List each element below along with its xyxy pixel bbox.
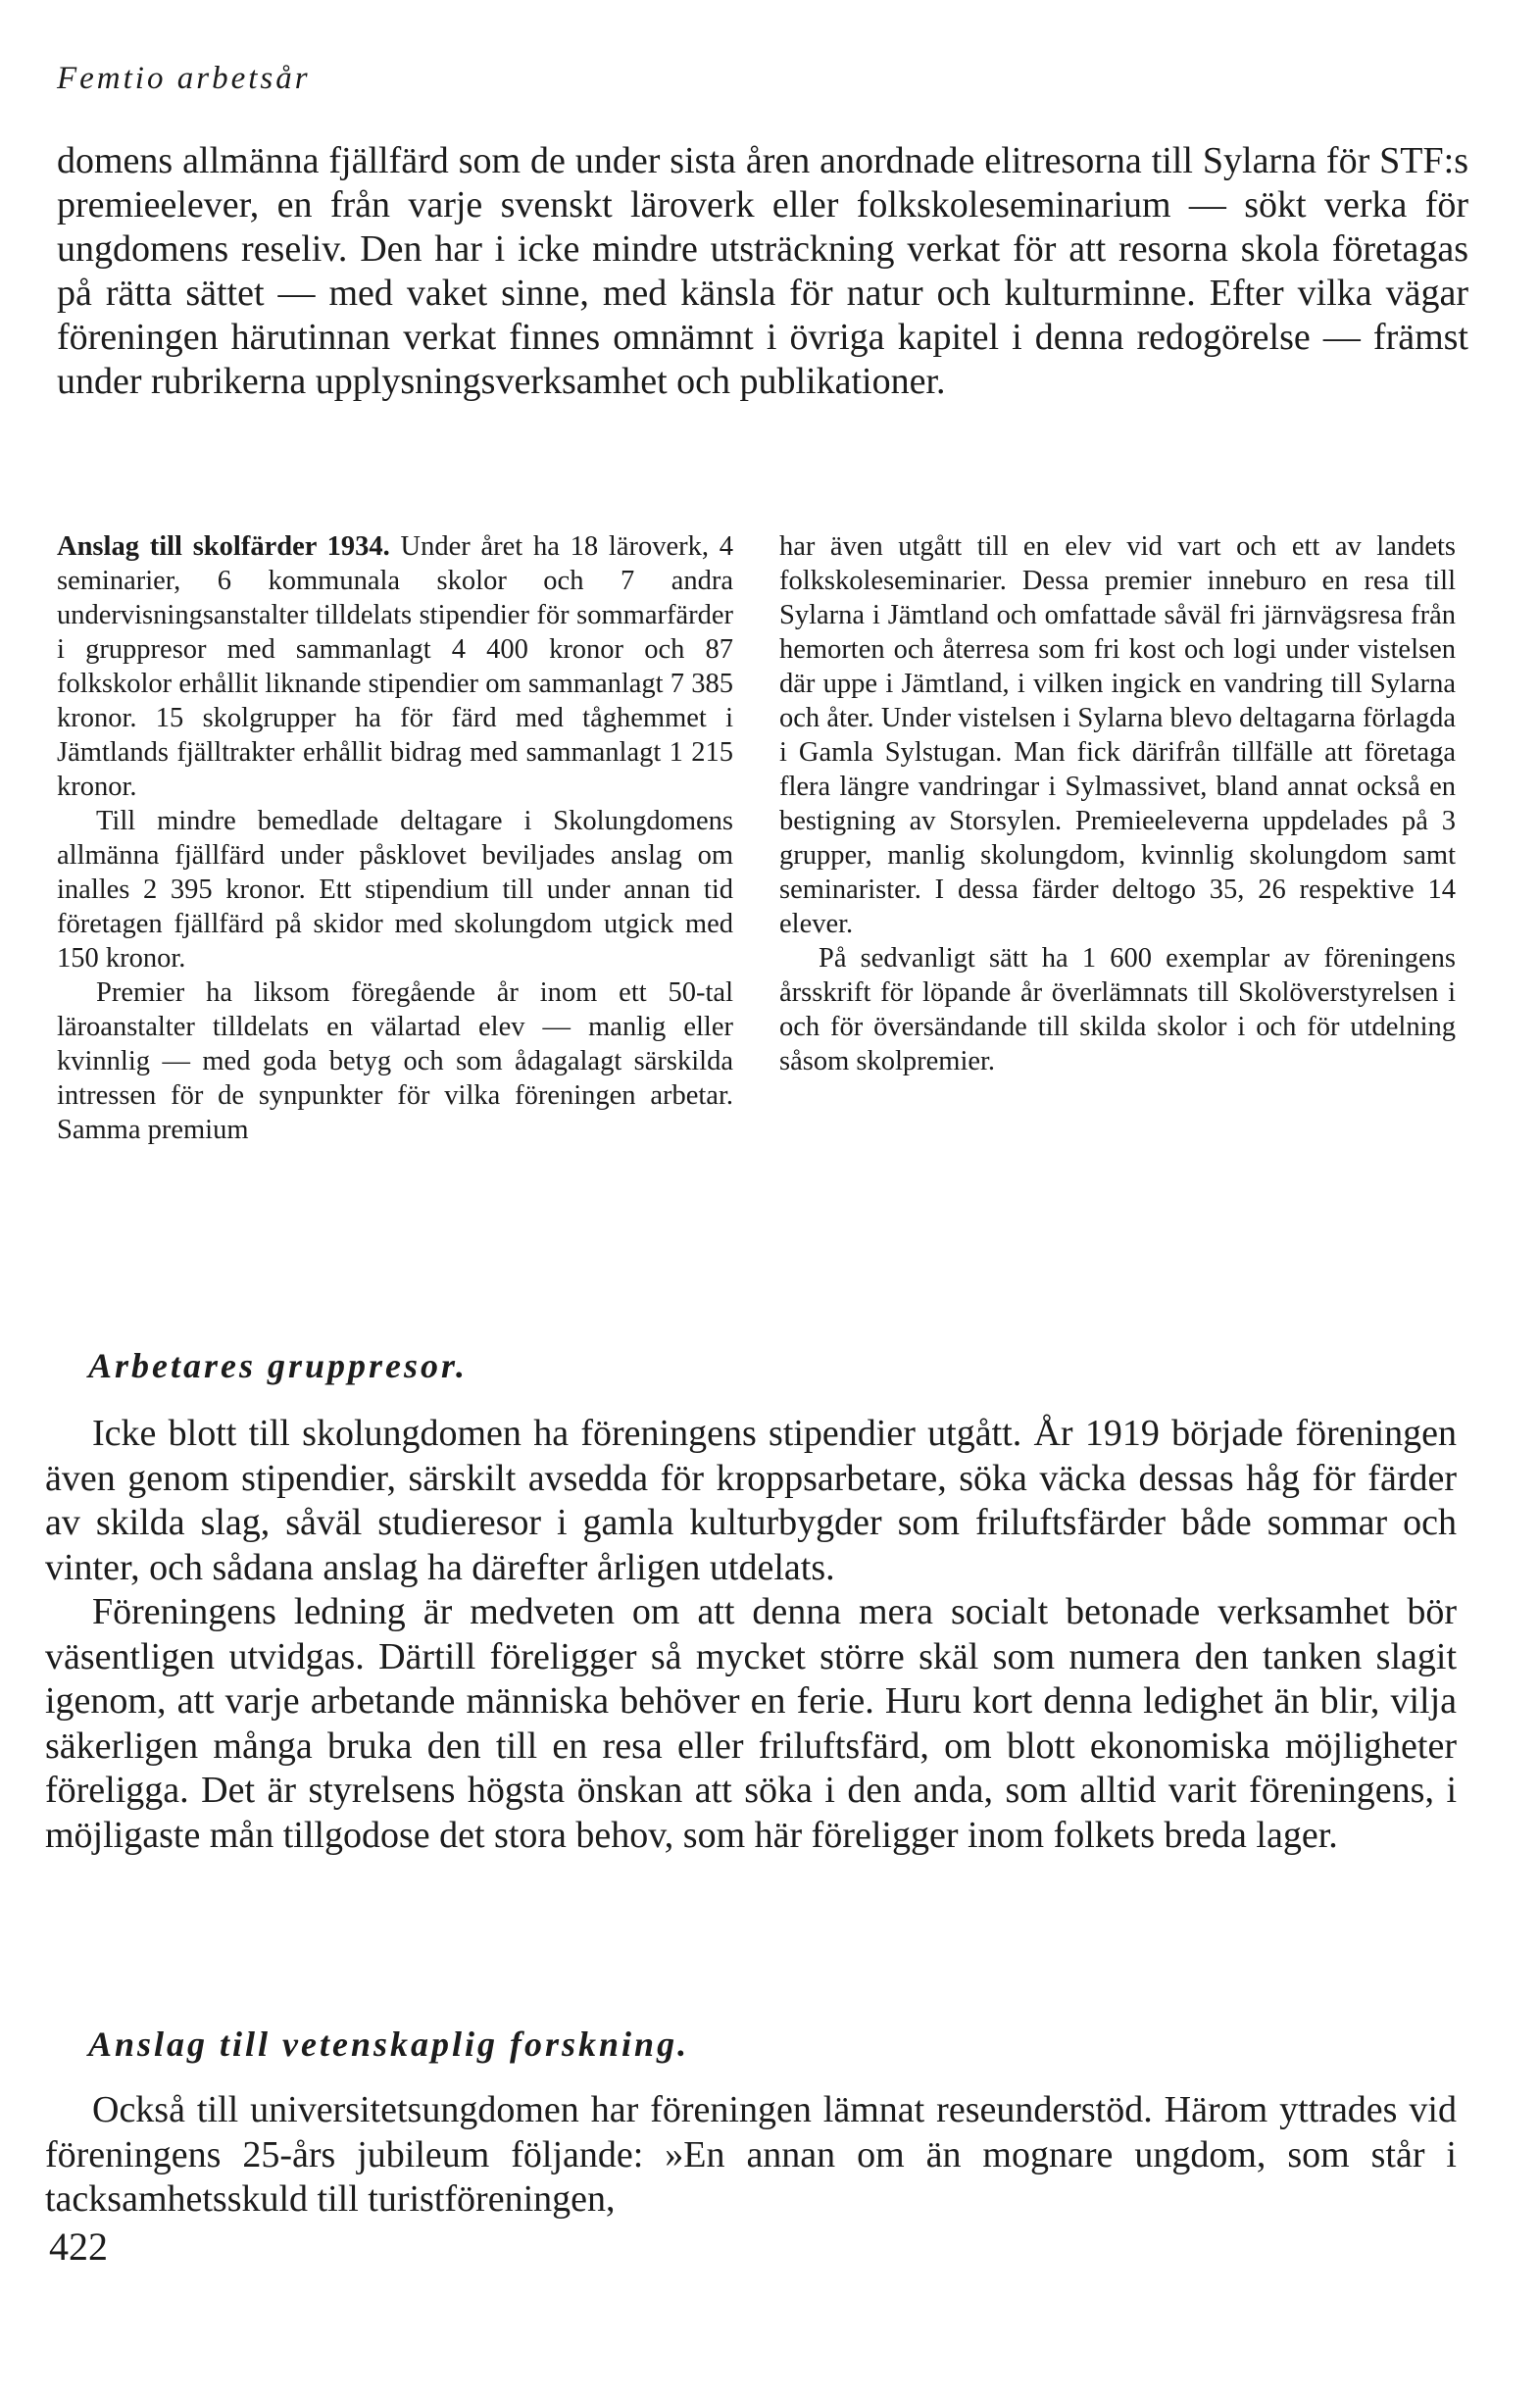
intro-paragraph: domens allmänna fjällfärd som de under sista åren anordnade elitresorna till Sylarna för STF:s premieelever, en från varje svenskt läroverk eller folkskoleseminarium — sökt verka för ungdomens reseliv. Den har i icke mindre utsträckning verkat för att resorna skola företagas på rätta sättet — med vaket sinne, med känsla för natur och kulturminne. Efter vilka vägar föreningen härutinnan verkat finnes omnämnt i övriga kapitel i denna redogörelse — främst under rubrikerna upplysningsverksamhet och publikationer. xyxy=(57,140,1468,402)
left-paragraph-1 xyxy=(57,529,733,804)
section-workers-body xyxy=(45,1412,1457,1858)
section-research-body xyxy=(45,2088,1457,2223)
page-number: 422 xyxy=(49,2224,108,2269)
section-title-research: Anslag till vetenskaplig forskning. xyxy=(88,2024,690,2064)
workers-paragraph-2: Föreningens ledning är medveten om att denna mera socialt betonade verksamhet bör väsentligen utvidgas. Därtill föreligger så mycket större skäl som numera den tanken slagit igenom, att varje arbetande människa behöver en ferie. Huru kort denna ledighet än blir, vilja säkerligen många bruka den till en resa eller friluftsfärd, om blott ekonomiska möjligheter föreligga. Det är styrelsens högsta önskan att söka i den anda, som alltid varit föreningens, i möjligaste mån tillgodose det stora behov, som här föreligger inom folkets breda lager. xyxy=(45,1591,1457,1856)
running-title: Femtio arbetsår xyxy=(57,61,311,96)
research-paragraph-1: Också till universitetsungdomen har föreningen lämnat reseunderstöd. Härom yttrades vid föreningens 25-års jubileum följande: »En annan om än mognare ungdom, som står i tacksamhetsskuld till turistföreningen, xyxy=(45,2089,1457,2220)
left-paragraph-3: Premier ha liksom föregående år inom ett 50-tal läroanstalter tilldelats en välartad elev — manlig eller kvinnlig — med goda betyg och som ådagalagt särskilda intressen för de synpunkter för vilka föreningen arbetar. Samma premium xyxy=(57,977,733,1145)
left-paragraph-2: Till mindre bemedlade deltagare i Skolungdomens allmänna fjällfärd under påsklovet beviljades anslag om inalles 2 395 kronor. Ett stipendium till under annan tid företagen fjällfärd på skidor med skolungdom utgick med 150 kronor. xyxy=(57,806,733,974)
right-paragraph-2: På sedvanligt sätt ha 1 600 exemplar av föreningens årsskrift för löpande år överlämnats till Skolöverstyrelsen i och för översändande till skilda skolor i och för utdelning såsom skolpremier. xyxy=(779,943,1456,1076)
right-paragraph-1: har även utgått till en elev vid vart och ett av landets folkskoleseminarier. Dessa premier inneburo en resa till Sylarna i Jämtland och omfattade såväl fri järnvägsresa från hemorten och återresa som fri kost och logi under vistelsen där uppe i Jämtland, i vilken ingick en vandring till Sylarna och åter. Under vistelsen i Sylarna blevo deltagarna förlagda i Gamla Sylstugan. Man fick därifrån tillfälle att företaga flera längre vandringar i Sylmassivet, bland annat också en bestigning av Storsylen. Premieeleverna uppdelades på 3 grupper, manlig skolungdom, kvinnlig skolungdom samt seminarister. I dessa färder deltogo 35, 26 respektive 14 elever. xyxy=(779,531,1456,939)
lead-heading-skolfarder: Anslag till skolfärder 1934. xyxy=(57,531,390,562)
left-paragraph-1-text: Under året ha 18 läroverk, 4 seminarier, 6 kommunala skolor och 7 andra undervisningsanstalter tilldelats stipendier för sommarfärder i gruppresor med sammanlagt 4 400 kronor och 87 folkskolor erhållit liknande stipendier om sammanlagt 7 385 kronor. 15 skolgrupper ha för färd med tåghemmet i Jämtlands fjälltrakter erhållit bidrag med sammanlagt 1 215 kronor. xyxy=(57,531,733,802)
right-column xyxy=(779,529,1456,1078)
left-column xyxy=(57,529,733,1147)
workers-paragraph-1: Icke blott till skolungdomen ha föreningens stipendier utgått. År 1919 började föreningen även genom stipendier, särskilt avsedda för kroppsarbetare, söka väcka dessas håg för färder av skilda slag, såväl studieresor i gamla kulturbygder som friluftsfärder både sommar och vinter, och sådana anslag ha därefter årligen utdelats. xyxy=(45,1413,1457,1588)
section-title-workers: Arbetares gruppresor. xyxy=(88,1346,469,1385)
